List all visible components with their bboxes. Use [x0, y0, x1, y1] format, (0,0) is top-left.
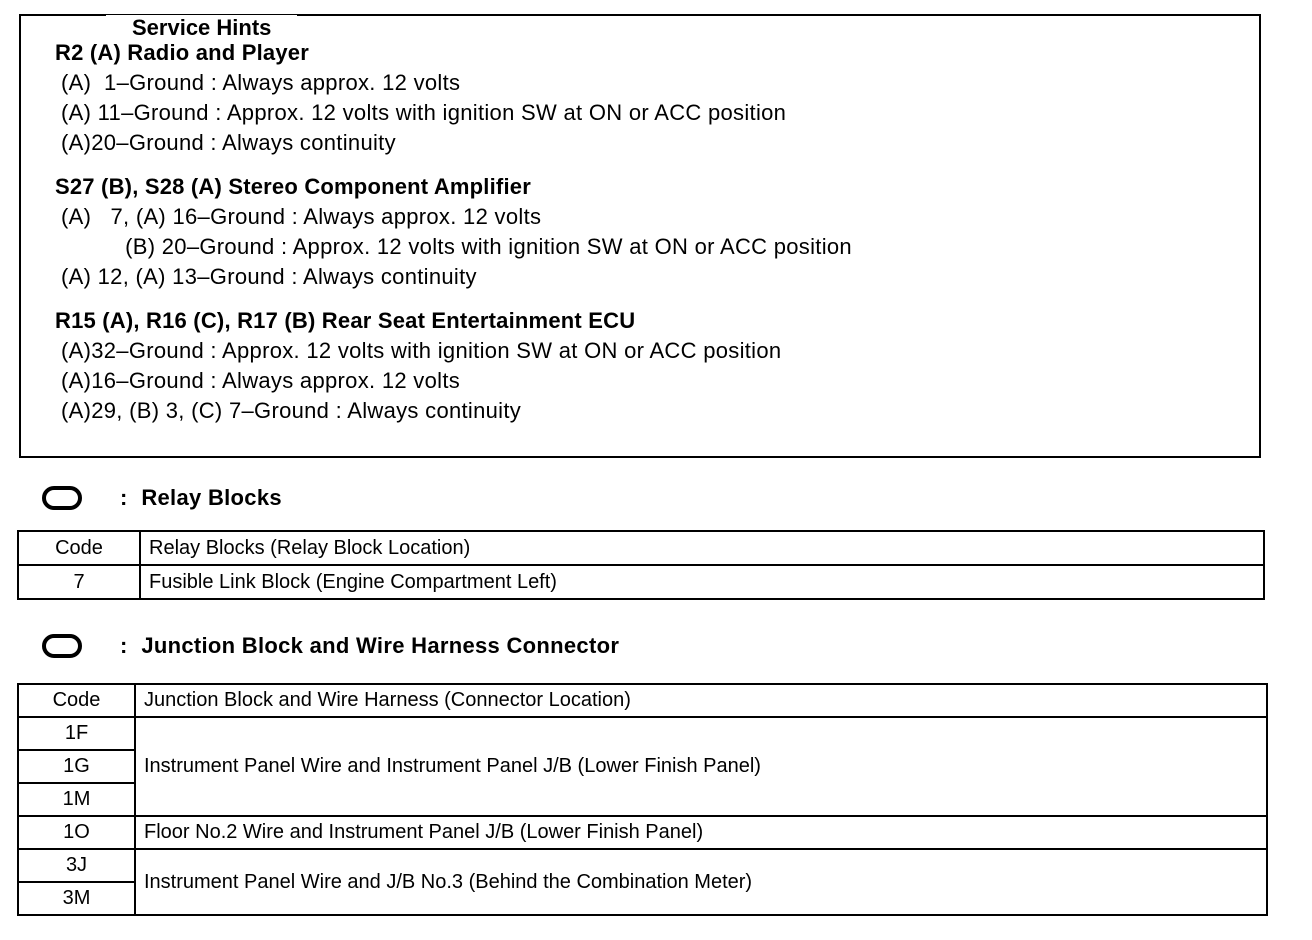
row-desc: Fusible Link Block (Engine Compartment Left) — [140, 565, 1264, 599]
component-radio-player — [55, 38, 1249, 158]
row-code: 1G — [18, 750, 135, 783]
row-code: 3J — [18, 849, 135, 882]
hint-line: (B) 20–Ground : Approx. 12 volts with ignition SW at ON or ACC position — [61, 234, 852, 259]
table-header-row — [18, 531, 1264, 565]
table-row — [18, 565, 1264, 599]
component-title: R15 (A), R16 (C), R17 (B) Rear Seat Entertainment ECU — [55, 308, 636, 333]
relay-blocks-heading — [42, 482, 282, 514]
row-code: 1M — [18, 783, 135, 816]
junction-block-heading — [42, 630, 619, 662]
header-code: Code — [18, 531, 140, 565]
hint-line: (A) 1–Ground : Always approx. 12 volts — [61, 70, 461, 95]
row-code: 7 — [18, 565, 140, 599]
row-desc: Floor No.2 Wire and Instrument Panel J/B (Lower Finish Panel) — [135, 816, 1267, 849]
junction-block-title: Junction Block and Wire Harness Connector — [141, 633, 620, 658]
table-header-row — [18, 684, 1267, 717]
hint-line: (A)16–Ground : Always approx. 12 volts — [61, 368, 461, 393]
header-code: Code — [18, 684, 135, 717]
heading-colon: : — [120, 633, 128, 658]
header-desc: Relay Blocks (Relay Block Location) — [140, 531, 1264, 565]
hint-line: (A) 12, (A) 13–Ground : Always continuity — [61, 264, 477, 289]
row-desc: Instrument Panel Wire and J/B No.3 (Behind the Combination Meter) — [135, 849, 1267, 915]
row-desc: Instrument Panel Wire and Instrument Panel J/B (Lower Finish Panel) — [135, 717, 1267, 816]
heading-colon: : — [120, 485, 128, 510]
hint-line: (A) 11–Ground : Approx. 12 volts with ignition SW at ON or ACC position — [61, 100, 787, 125]
table-row — [18, 717, 1267, 750]
row-code: 3M — [18, 882, 135, 915]
hint-line: (A)20–Ground : Always continuity — [61, 130, 396, 155]
row-code: 1F — [18, 717, 135, 750]
service-hints-content — [55, 38, 1249, 440]
service-hints-box — [19, 14, 1261, 458]
table-row — [18, 816, 1267, 849]
component-stereo-amplifier — [55, 172, 1249, 292]
service-hints-title: Service Hints — [106, 15, 297, 41]
hint-line: (A)29, (B) 3, (C) 7–Ground : Always continuity — [61, 398, 522, 423]
component-title: R2 (A) Radio and Player — [55, 40, 309, 65]
oval-icon — [42, 486, 82, 510]
relay-blocks-title: Relay Blocks — [141, 485, 282, 510]
junction-block-table — [17, 683, 1268, 916]
hint-line: (A)32–Ground : Approx. 12 volts with ignition SW at ON or ACC position — [61, 338, 782, 363]
relay-blocks-table — [17, 530, 1265, 600]
component-title: S27 (B), S28 (A) Stereo Component Amplifier — [55, 174, 531, 199]
oval-icon — [42, 634, 82, 658]
hint-line: (A) 7, (A) 16–Ground : Always approx. 12 volts — [61, 204, 542, 229]
table-row — [18, 849, 1267, 882]
row-code: 1O — [18, 816, 135, 849]
header-desc: Junction Block and Wire Harness (Connector Location) — [135, 684, 1267, 717]
component-rear-seat-ecu — [55, 306, 1249, 426]
